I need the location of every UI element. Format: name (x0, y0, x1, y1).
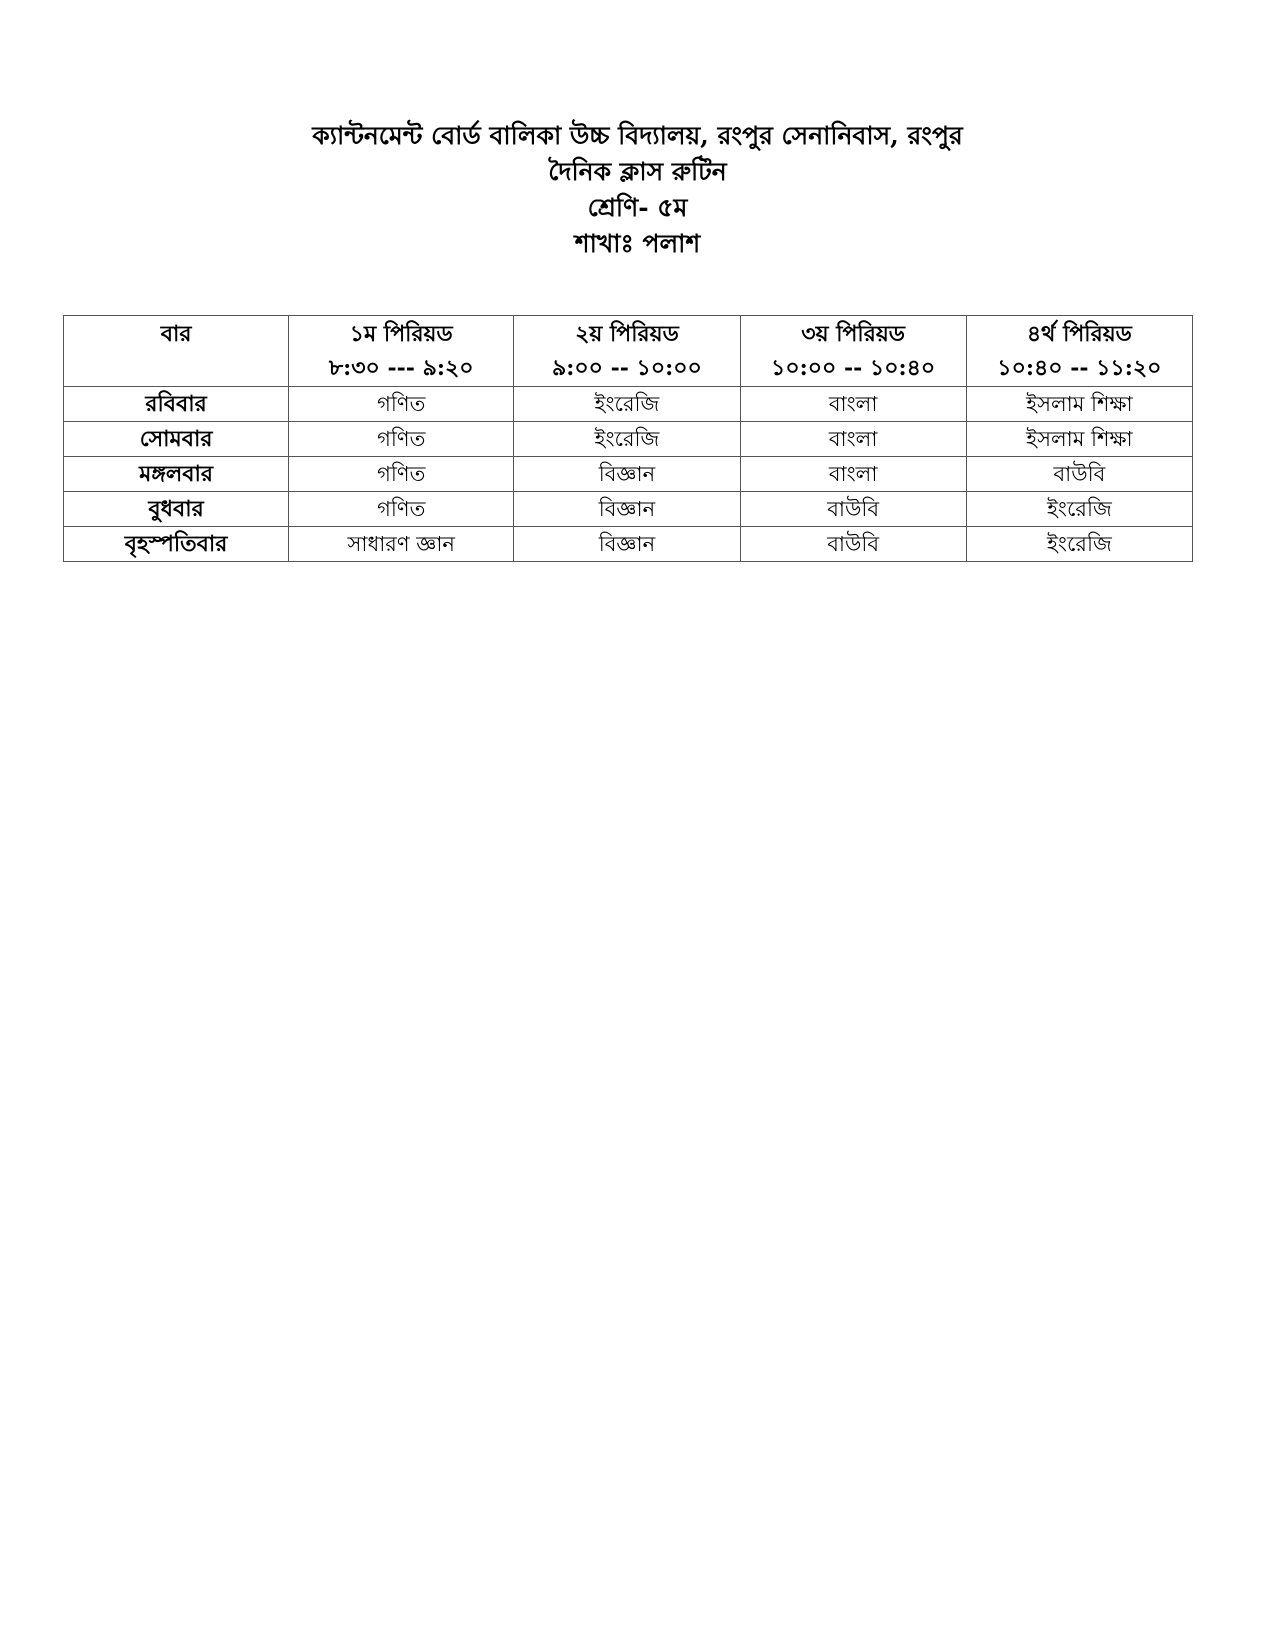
section-label: শাখাঃ পলাশ (574, 229, 701, 258)
table-row (64, 387, 1193, 422)
subject-cell: গণিত (289, 422, 514, 457)
table-row (64, 457, 1193, 492)
day-cell: মঙ্গলবার (64, 457, 289, 492)
period-header (740, 316, 966, 387)
period-name: ২য় পিরিয়ড (575, 321, 679, 347)
document-header (0, 118, 1275, 262)
subject-cell: বিজ্ঞান (514, 457, 740, 492)
day-cell: সোমবার (64, 422, 289, 457)
subject-cell: বাংলা (740, 422, 966, 457)
subject-cell: ইসলাম শিক্ষা (966, 422, 1192, 457)
period-time: ১০:৪০ -- ১১:২০ (997, 355, 1162, 381)
table-header-row (64, 316, 1193, 387)
period-time: ৯:০০ -- ১০:০০ (551, 355, 702, 381)
period-name: ৪র্থ পিরিয়ড (1026, 321, 1132, 347)
subject-cell: বিজ্ঞান (514, 492, 740, 527)
document-title: দৈনিক ক্লাস রুটিন (548, 157, 727, 186)
subject-cell: ইসলাম শিক্ষা (966, 387, 1192, 422)
day-column-header: বার (64, 316, 289, 387)
subject-cell: বিজ্ঞান (514, 527, 740, 562)
class-label: শ্রেণি- ৫ম (587, 193, 688, 222)
period-header (966, 316, 1192, 387)
subject-cell: ইংরেজি (514, 387, 740, 422)
subject-cell: গণিত (289, 492, 514, 527)
table-row (64, 527, 1193, 562)
subject-cell: গণিত (289, 387, 514, 422)
subject-cell: গণিত (289, 457, 514, 492)
routine-table (63, 315, 1193, 562)
period-time: ৮:৩০ --- ৯:২০ (328, 355, 474, 381)
subject-cell: সাধারণ জ্ঞান (289, 527, 514, 562)
subject-cell: বাউবি (740, 527, 966, 562)
school-name: ক্যান্টনমেন্ট বোর্ড বালিকা উচ্চ বিদ্যালয়, রংপুর সেনানিবাস, রংপুর (312, 121, 963, 150)
subject-cell: বাউবি (966, 457, 1192, 492)
subject-cell: ইংরেজি (966, 527, 1192, 562)
table-row (64, 422, 1193, 457)
day-cell: বুধবার (64, 492, 289, 527)
period-header (514, 316, 740, 387)
period-name: ১ম পিরিয়ড (349, 321, 453, 347)
day-cell: রবিবার (64, 387, 289, 422)
table-row (64, 492, 1193, 527)
day-cell: বৃহস্পতিবার (64, 527, 289, 562)
period-name: ৩য় পিরিয়ড (801, 321, 905, 347)
subject-cell: বাংলা (740, 457, 966, 492)
period-time: ১০:০০ -- ১০:৪০ (771, 355, 936, 381)
period-header (289, 316, 514, 387)
subject-cell: ইংরেজি (966, 492, 1192, 527)
subject-cell: বাংলা (740, 387, 966, 422)
subject-cell: ইংরেজি (514, 422, 740, 457)
subject-cell: বাউবি (740, 492, 966, 527)
